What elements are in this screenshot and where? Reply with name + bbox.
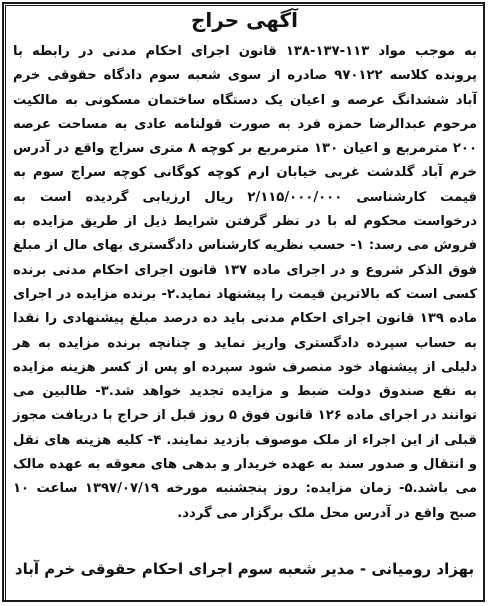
notice-title: آگهی حراج	[190, 8, 298, 32]
notice-signature: بهزاد رومیانی - مدیر شعبه سوم اجرای احکام حقوقی خرم آباد	[14, 560, 475, 578]
notice-body: به موجب مواد ۱۱۳-۱۳۷-۱۳۸ قانون اجرای احکام مدنی در رابطه با پرونده کلاسه ۹۷۰۱۲۲ صادره از سوی شعبه سوم دادگاه حقوقی خرم آباد ششدانگ عرصه و اعیان یک دستگاه ساختمان مسکونی به مالکیت مرحوم عبدالرضا حمزه فرد به صورت قولنامه عادی به مساحت عرصه ۲۰۰ مترمربع و اعیان ۱۳۰ مترمربع بر کوچه ۸ متری سراج واقع در آدرس خرم آباد گلدشت غربی خیابان ارم کوچه کوگانی کوچه سراج سوم به قیمت کارشناسی ۲/۱۱۵/۰۰۰/۰۰۰ ریال ارزیابی گردیده است به درخواست محکوم له با در نظر گرفتن شرایط ذیل از طریق مزایده به فروش می رسد: ۱- حسب نظریه کارشناس دادگستری بهای مال از مبلغ فوق الذکر شروع و در اجرای ماده ۱۳۷ قانون اجرای احکام مدنی برنده کسی است که بالاترین قیمت را پیشنهاد نماید.۲- برنده مزایده در اجرای ماده ۱۳۹ قانون اجرای احکام مدنی باید ده درصد مبلغ پیشنهادی را نقدا به حساب سپرده دادگستری واریز نماید و چنانچه برنده مزایده به هر دلیلی از پیشنهاد خود منصرف شود سپرده او پس از کسر هزینه مزایده به نفع صندوق دولت ضبط و مزایده تجدید خواهد شد.۳- طالبین می توانند در اجرای ماده ۱۲۶ قانون فوق ۵ روز قبل از حراج با دریافت مجوز قبلی از این اجراء از ملک موصوف بازدید نمایند. ۴- کلیه هزینه های نقل و انتقال و صدور سند به عهده خریدار و بدهی های معوقه به عهده مالک می باشد.۵- زمان مزایده: روز پنجشنبه مورخه ۱۳۹۷/۰۷/۱۹ ساعت ۱۰ صبح واقع در آدرس محل ملک برگزار می گردد.	[13, 44, 478, 521]
